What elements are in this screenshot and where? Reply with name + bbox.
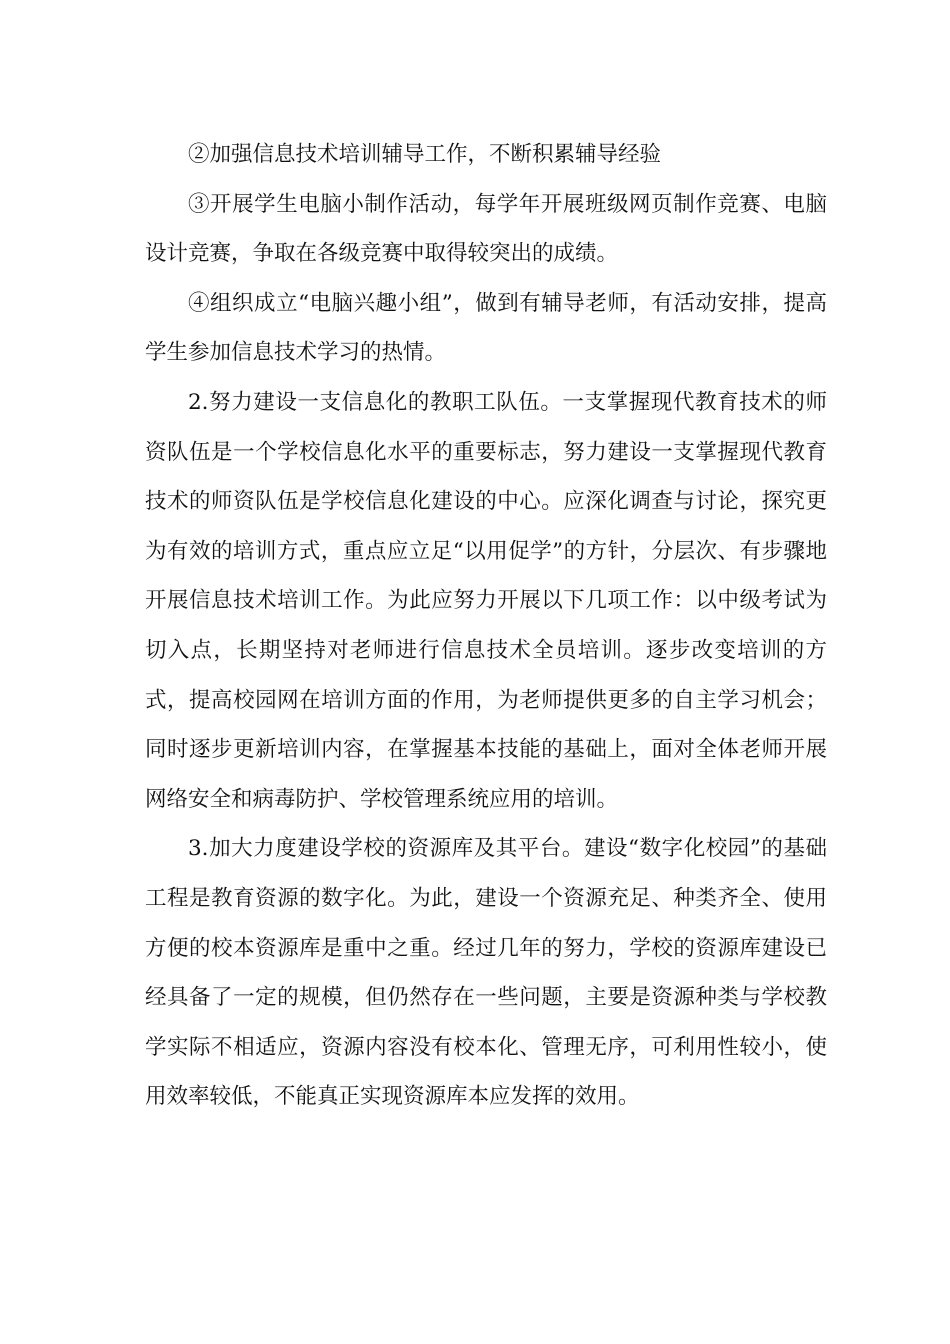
document-body: [145, 130, 827, 1122]
paragraph-section-2: 2.努力建设一支信息化的教职工队伍。一支掌握现代教育技术的师资队伍是一个学校信息化水平的重要标志，努力建设一支掌握现代教育技术的师资队伍是学校信息化建设的中心。应深化调查与讨论，探究更为有效的培训方式，重点应立足“以用促学”的方针，分层次、有步骤地开展信息技术培训工作。为此应努力开展以下几项工作：以中级考试为切入点，长期坚持对老师进行信息技术全员培训。逐步改变培训的方式，提高校园网在培训方面的作用，为老师提供更多的自主学习机会；同时逐步更新培训内容，在掌握基本技能的基础上，面对全体老师开展网络安全和病毒防护、学校管理系统应用的培训。: [145, 389, 827, 812]
paragraph-item-4: ④组织成立“电脑兴趣小组”，做到有辅导老师，有活动安排，提高学生参加信息技术学习的热情。: [145, 290, 827, 366]
paragraph-item-2: ②加强信息技术培训辅导工作，不断积累辅导经验: [188, 142, 662, 167]
paragraph-item-3: ③开展学生电脑小制作活动，每学年开展班级网页制作竞赛、电脑设计竞赛，争取在各级竞赛中取得较突出的成绩。: [145, 191, 827, 267]
paragraph-section-3: 3.加大力度建设学校的资源库及其平台。建设“数字化校园”的基础工程是教育资源的数字化。为此，建设一个资源充足、种类齐全、使用方便的校本资源库是重中之重。经过几年的努力，学校的资源库建设已经具备了一定的规模，但仍然存在一些问题，主要是资源种类与学校教学实际不相适应，资源内容没有校本化、管理无序，可利用性较小，使用效率较低，不能真正实现资源库本应发挥的效用。: [145, 836, 827, 1110]
